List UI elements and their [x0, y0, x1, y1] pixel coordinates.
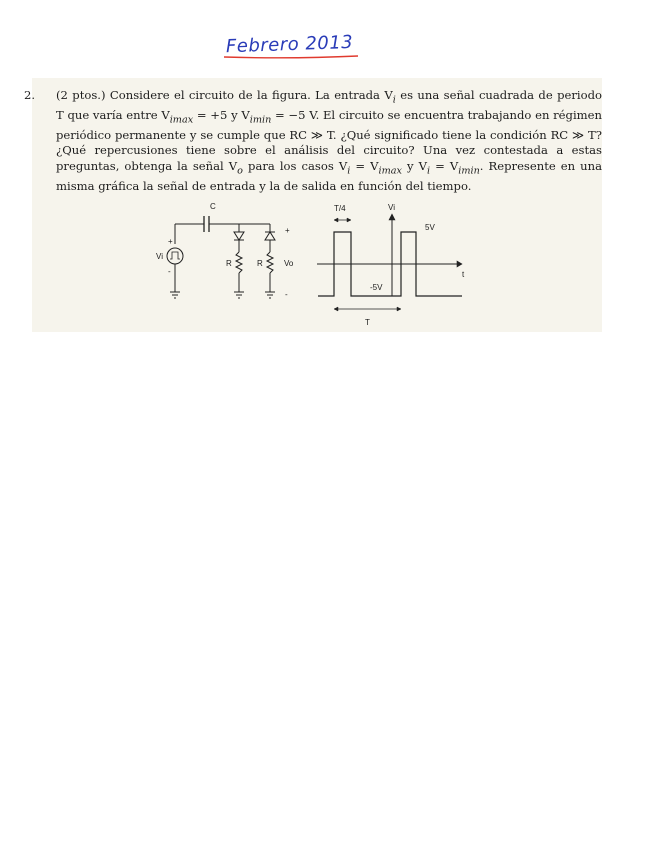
ground-1	[234, 292, 244, 298]
problem-paragraph: 2. (2 ptos.) Considere el circuito de la figura. La entrada $V_i$ es una señal cuadrada de periodo T que varía entre $V_{imax} = +5$ y $V_{imin} = -5$ V. El circuito se encuentra trabajando en régimen periódico permanente y se cumple que RC ≫ T. ¿Qué significado tiene la condición RC ≫ T? ¿Qué repercusiones tiene sobre el análisis del circuito? Una vez contestada a estas preguntas, obtenga la señal $V_o$ para los casos $V_i = V_{imax}$ y $V_i = V_{imin}$. Represente en una misma gráfica la señal de entrada y la de salida en función del tiempo.	[24, 88, 602, 193]
output-label: Vo	[284, 259, 294, 268]
y-axis-label: Vi	[388, 203, 395, 212]
problem-text	[24, 88, 602, 195]
capacitor-label: C	[210, 202, 216, 211]
ground-left	[170, 292, 180, 298]
resistor-2	[267, 252, 273, 273]
period-arrow-l	[334, 307, 338, 311]
waveform-diagram	[317, 214, 462, 311]
resistor-2-label: R	[257, 259, 263, 268]
problem-number: 2.	[24, 88, 36, 102]
x-axis-arrow	[457, 261, 462, 267]
y-axis-arrow	[389, 214, 395, 220]
handwritten-title	[222, 30, 362, 62]
quarter-period-arrow-l	[334, 218, 338, 222]
output-plus: +	[285, 226, 290, 235]
diode-1	[234, 232, 244, 240]
output-minus: -	[285, 290, 288, 299]
circuit-diagram	[167, 216, 275, 298]
source-label: Vi	[156, 252, 163, 261]
quarter-period-label: T/4	[334, 204, 346, 213]
ground-2	[265, 292, 275, 298]
period-label: T	[365, 318, 370, 327]
source-minus: -	[168, 267, 171, 276]
quarter-period-arrow-r	[347, 218, 351, 222]
problem-box	[24, 78, 602, 332]
low-level-label: -5V	[370, 283, 383, 292]
source-pulse-symbol	[170, 252, 180, 259]
handwritten-title-text: Febrero 2013	[225, 31, 354, 58]
high-level-label: 5V	[425, 223, 435, 232]
period-arrow-r	[397, 307, 401, 311]
source-plus: +	[168, 237, 173, 246]
resistor-1-label: R	[226, 259, 232, 268]
resistor-1	[236, 252, 242, 273]
diode-2	[265, 232, 275, 240]
problem-points: (2 ptos.)	[56, 88, 106, 102]
problem-figure	[32, 196, 602, 332]
voltage-source	[167, 248, 183, 264]
x-axis-label: t	[462, 270, 465, 279]
